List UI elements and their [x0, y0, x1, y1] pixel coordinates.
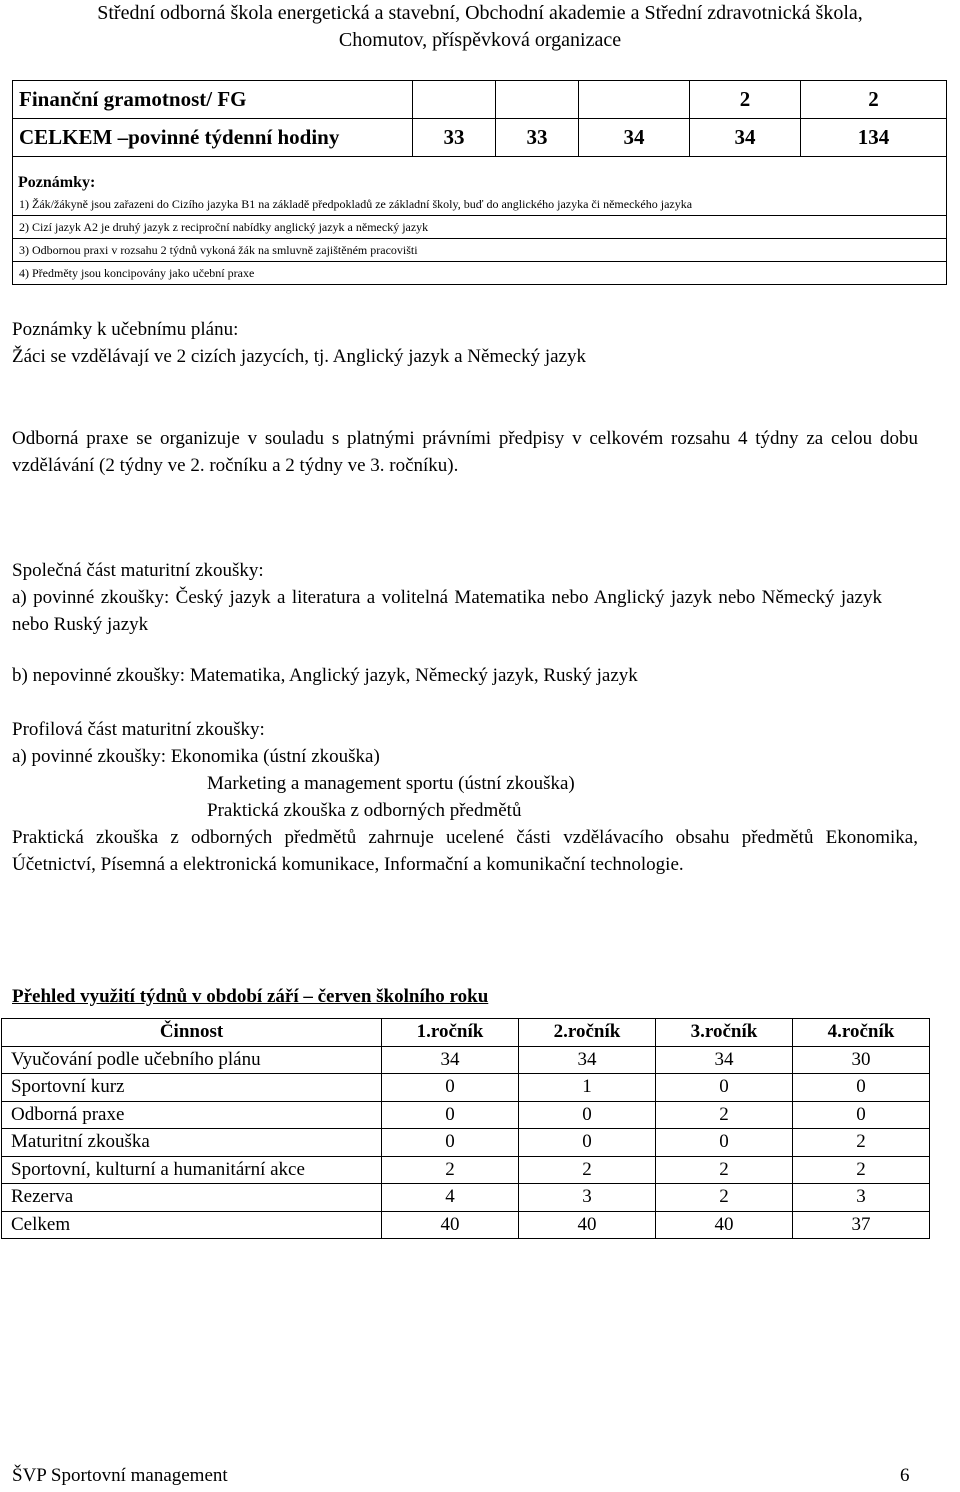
common-exam-title: Společná část maturitní zkoušky:	[12, 560, 264, 581]
note-item: 2) Cizí jazyk A2 je druhý jazyk z reciproční nabídky anglický jazyk a německý jazyk	[13, 215, 946, 238]
column-header: Činnost	[2, 1019, 382, 1047]
subject-hours: 2	[801, 81, 947, 119]
week-count: 2	[382, 1156, 519, 1184]
overview-title: Přehled využití týdnů v období září – červen školního roku	[12, 986, 489, 1007]
week-count: 37	[793, 1211, 930, 1239]
note-item: 4) Předměty jsou koncipovány jako učební praxe	[13, 261, 946, 284]
activity-name: Sportovní kurz	[2, 1074, 382, 1102]
profile-exam-item: Praktická zkouška z odborných předmětů	[207, 800, 522, 821]
activity-name: Maturitní zkouška	[2, 1129, 382, 1157]
week-count: 3	[793, 1184, 930, 1212]
week-count: 3	[519, 1184, 656, 1212]
table-row	[2, 1211, 930, 1239]
plan-notes-title: Poznámky k učebnímu plánu:	[12, 319, 239, 340]
common-exam-mandatory: a) povinné zkoušky: Český jazyk a literatura a volitelná Matematika nebo Anglický jazyk nebo Německý jazyk nebo Ruský jazyk	[12, 587, 882, 635]
week-count: 40	[519, 1211, 656, 1239]
week-count: 2	[656, 1156, 793, 1184]
week-count: 2	[793, 1129, 930, 1157]
table-row	[2, 1156, 930, 1184]
week-count: 1	[519, 1074, 656, 1102]
activity-name: Odborná praxe	[2, 1101, 382, 1129]
profile-exam-description: Praktická zkouška z odborných předmětů zahrnuje ucelené části vzdělávacího obsahu předmětů Ekonomika, Účetnictví, Písemná a elektronická komunikace, Informační a komunikační technologie.	[12, 827, 918, 875]
subject-name: CELKEM –povinné týdenní hodiny	[13, 119, 413, 157]
weeks-overview-table	[1, 1018, 930, 1239]
week-count: 0	[382, 1129, 519, 1157]
column-header: 4.ročník	[793, 1019, 930, 1047]
school-name-line2: Chomutov, příspěvková organizace	[338, 29, 622, 51]
week-count: 0	[656, 1129, 793, 1157]
week-count: 34	[519, 1046, 656, 1074]
table-row	[2, 1101, 930, 1129]
week-count: 2	[656, 1101, 793, 1129]
subjects-table	[12, 80, 947, 285]
practice-paragraph: Odborná praxe se organizuje v souladu s platnými právními předpisy v celkovém rozsahu 4 týdny za celou dobu vzdělávání (2 týdny ve 2. ročníku a 2 týdny ve 3. ročníku).	[12, 428, 918, 476]
subject-hours	[496, 81, 579, 119]
activity-name: Sportovní, kulturní a humanitární akce	[2, 1156, 382, 1184]
table-row	[13, 81, 947, 119]
profile-exam-title: Profilová část maturitní zkoušky:	[12, 719, 265, 740]
common-exam-optional: b) nepovinné zkoušky: Matematika, Anglický jazyk, Německý jazyk, Ruský jazyk	[12, 665, 638, 686]
table-row	[13, 119, 947, 157]
week-count: 2	[519, 1156, 656, 1184]
table-row	[2, 1074, 930, 1102]
subject-name: Finanční gramotnost/ FG	[13, 81, 413, 119]
table-row	[2, 1184, 930, 1212]
notes-row	[13, 157, 947, 285]
subject-hours: 33	[413, 119, 496, 157]
week-count: 0	[793, 1101, 930, 1129]
week-count: 2	[793, 1156, 930, 1184]
activity-name: Vyučování podle učebního plánu	[2, 1046, 382, 1074]
week-count: 0	[382, 1074, 519, 1102]
week-count: 0	[656, 1074, 793, 1102]
week-count: 40	[656, 1211, 793, 1239]
notes-cell	[13, 157, 947, 285]
subject-hours: 34	[579, 119, 690, 157]
column-header: 1.ročník	[382, 1019, 519, 1047]
subject-hours: 33	[496, 119, 579, 157]
table-header-row	[2, 1019, 930, 1047]
week-count: 0	[382, 1101, 519, 1129]
week-count: 0	[793, 1074, 930, 1102]
profile-exam-item: Marketing a management sportu (ústní zkouška)	[207, 773, 575, 794]
school-name-line1: Střední odborná škola energetická a stavební, Obchodní akademie a Střední zdravotnická škola,	[97, 2, 863, 24]
plan-notes-line: Žáci se vzdělávají ve 2 cizích jazycích, tj. Anglický jazyk a Německý jazyk	[12, 346, 586, 367]
footer-document-name: ŠVP Sportovní management	[12, 1465, 228, 1486]
notes-title: Poznámky:	[18, 174, 96, 191]
week-count: 0	[519, 1101, 656, 1129]
week-count: 2	[656, 1184, 793, 1212]
plan-notes	[12, 316, 918, 370]
week-count: 40	[382, 1211, 519, 1239]
common-exam-section	[12, 557, 918, 689]
activity-name: Rezerva	[2, 1184, 382, 1212]
column-header: 2.ročník	[519, 1019, 656, 1047]
column-header: 3.ročník	[656, 1019, 793, 1047]
week-count: 0	[519, 1129, 656, 1157]
note-item: 3) Odbornou praxi v rozsahu 2 týdnů vykoná žák na smluvně zajištěném pracovišti	[13, 238, 946, 261]
subject-hours: 134	[801, 119, 947, 157]
table-row	[2, 1129, 930, 1157]
subject-hours	[579, 81, 690, 119]
activity-name: Celkem	[2, 1211, 382, 1239]
profile-exam-section	[12, 716, 918, 878]
week-count: 34	[656, 1046, 793, 1074]
page-number: 6	[900, 1465, 910, 1486]
week-count: 34	[382, 1046, 519, 1074]
week-count: 4	[382, 1184, 519, 1212]
note-item: 1) Žák/žákyně jsou zařazeni do Cizího jazyka B1 na základě předpokladů ze základní školy, buď do anglického jazyka či německého jazyka	[19, 197, 693, 211]
table-row	[2, 1046, 930, 1074]
profile-exam-mandatory: a) povinné zkoušky: Ekonomika (ústní zkouška)	[12, 746, 380, 767]
subject-hours	[413, 81, 496, 119]
subject-hours: 2	[690, 81, 801, 119]
subject-hours: 34	[690, 119, 801, 157]
document-header	[0, 0, 960, 54]
week-count: 30	[793, 1046, 930, 1074]
